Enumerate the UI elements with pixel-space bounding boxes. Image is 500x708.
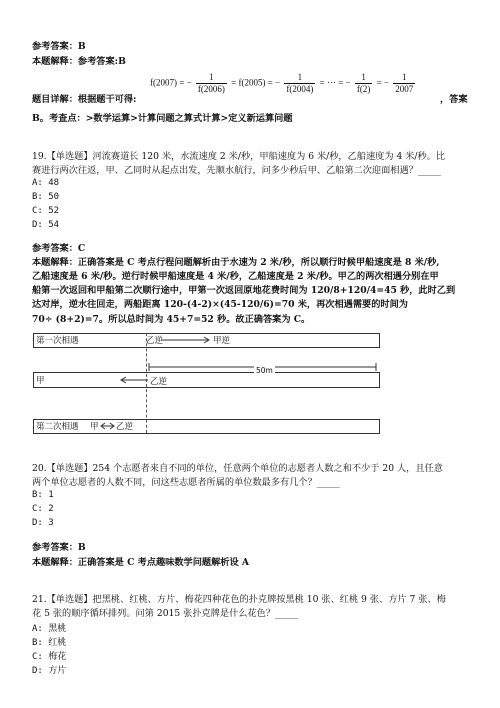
frac-den: f(2) — [356, 84, 371, 94]
label-yi-back: 乙逆 — [146, 336, 164, 346]
q19-exp-line1: 本题解释：正确答案是 C 考点行程问题解析由于水速为 2 米/秒，所以顺行时候甲船速度是 8 米/秒, — [32, 257, 440, 268]
q21-option-c[interactable]: C: 梅花 — [32, 652, 67, 662]
frac-num: 1 — [284, 72, 315, 84]
formula-prefix: 题目详解：根据题干可得: — [32, 94, 137, 105]
formula-eq-f2005: = f(2005) = − — [231, 77, 281, 88]
q19-option-a[interactable]: A: 48 — [32, 178, 60, 188]
q21-option-d[interactable]: D: 方片 — [32, 666, 67, 676]
river-row-2 — [33, 372, 380, 388]
arrow-right — [162, 336, 212, 344]
q19-exp-line4: 达对岸，逆水往回走，两船距离 120-(4-2)×(45-120/6)=70 米，再次相遇需要的时间为 — [32, 299, 408, 310]
label-jia-2: 甲 — [90, 422, 99, 432]
q21-option-a[interactable]: A: 黑桃 — [32, 624, 67, 634]
q21-stem-line2: 花 5 张的顺序循环排列。问第 2015 张扑克牌是什么花色？_____ — [32, 608, 299, 619]
label-jia-back: 甲逆 — [213, 336, 231, 346]
q21-stem-line1: 21.【单选题】把黑桃、红桃、方片、梅花四种花色的扑克牌按黑桃 10 张、红桃 9 张、方片 7 张、梅 — [32, 594, 446, 605]
q19-stem-line2: 赛进行两次往返，甲、乙同时从起点出发，先顺水航行，问多少秒后甲、乙船第二次迎面相遇？_____ — [32, 165, 441, 176]
label-first-meet: 第一次相遇 — [36, 336, 79, 346]
q19-option-c[interactable]: C: 52 — [32, 206, 60, 216]
q19-option-b[interactable]: B: 50 — [32, 192, 60, 202]
q19-option-d[interactable]: D: 54 — [32, 220, 60, 230]
q20-option-c[interactable]: C: 2 — [32, 504, 54, 514]
frac-f2 — [355, 72, 373, 95]
frac-f2004 — [284, 72, 315, 95]
q21-option-b[interactable]: B: 红桃 — [32, 638, 67, 648]
q20-explanation: 本题解释：正确答案是 C 考点趣味数学问题解析设 A — [32, 557, 249, 568]
frac-den: f(2006) — [197, 84, 225, 94]
q19-answer: 参考答案：C — [32, 243, 86, 254]
q20-stem-line1: 20.【单选题】254 个志愿者来自不同的单位，任意两个单位的志愿者人数之和不少于 20 人，且任意 — [32, 463, 443, 474]
formula-f2007: f(2007) — [150, 77, 177, 88]
label-yi-back-3: 乙逆 — [116, 422, 134, 432]
label-jia: 甲 — [36, 376, 45, 386]
frac-den: 2007 — [395, 84, 414, 94]
label-yi-back-2: 乙逆 — [150, 377, 168, 387]
river-row-3 — [33, 419, 380, 434]
label-second-meet: 第二次相遇 — [36, 422, 79, 432]
q19-exp-line3: 船第一次返回和甲船第二次顺行途中，甲第一次返回原地花费时间为 120/8+120/4=45 秒，此时乙到 — [32, 285, 456, 296]
formula — [150, 72, 417, 95]
frac-2007 — [393, 72, 415, 95]
q20-option-b[interactable]: B: 1 — [32, 490, 54, 500]
frac-num: 1 — [196, 72, 227, 84]
q20-option-d[interactable]: D: 3 — [32, 518, 54, 528]
explanation-label: 本题解释：参考答案:B — [32, 56, 126, 67]
formula-minus: = − — [179, 77, 192, 88]
label-distance: 50m — [256, 366, 273, 375]
frac-f2006 — [196, 72, 227, 95]
arrow-cross — [100, 422, 116, 430]
arrow-left — [120, 376, 150, 384]
frac-den: f(2004) — [286, 84, 314, 94]
frac-num: 1 — [393, 72, 415, 84]
q20-stem-line2: 两个单位志愿者的人数不同，问这些志愿者所属的单位数最多有几个？_____ — [32, 477, 340, 488]
q19-exp-line5: 70÷ (8+2)=7。所以总时间为 45+7=52 秒。故正确答案为 C。 — [32, 314, 311, 325]
formula-tail: ，答案 — [440, 94, 468, 105]
knowledge-point: B。考查点：>数学运算>计算问题之算式计算>定义新运算问题 — [32, 113, 293, 124]
formula-eq-minus: = − — [376, 77, 389, 88]
answer-label: 参考答案：B — [32, 41, 86, 52]
q19-stem-line1: 19.【单选题】河流赛道长 120 米，水流速度 2 米/秒，甲船速度为 6 米/秒，乙船速度为 4 米/秒。比 — [32, 151, 446, 162]
frac-num: 1 — [355, 72, 373, 84]
q20-answer: 参考答案：B — [32, 542, 86, 553]
formula-dots: = ··· = − — [319, 77, 351, 88]
q19-exp-line2: 乙船速度是 6 米/秒。逆行时候甲船速度是 4 米/秒，乙船速度是 2 米/秒。甲乙的两次相遇分别在甲 — [32, 271, 439, 282]
